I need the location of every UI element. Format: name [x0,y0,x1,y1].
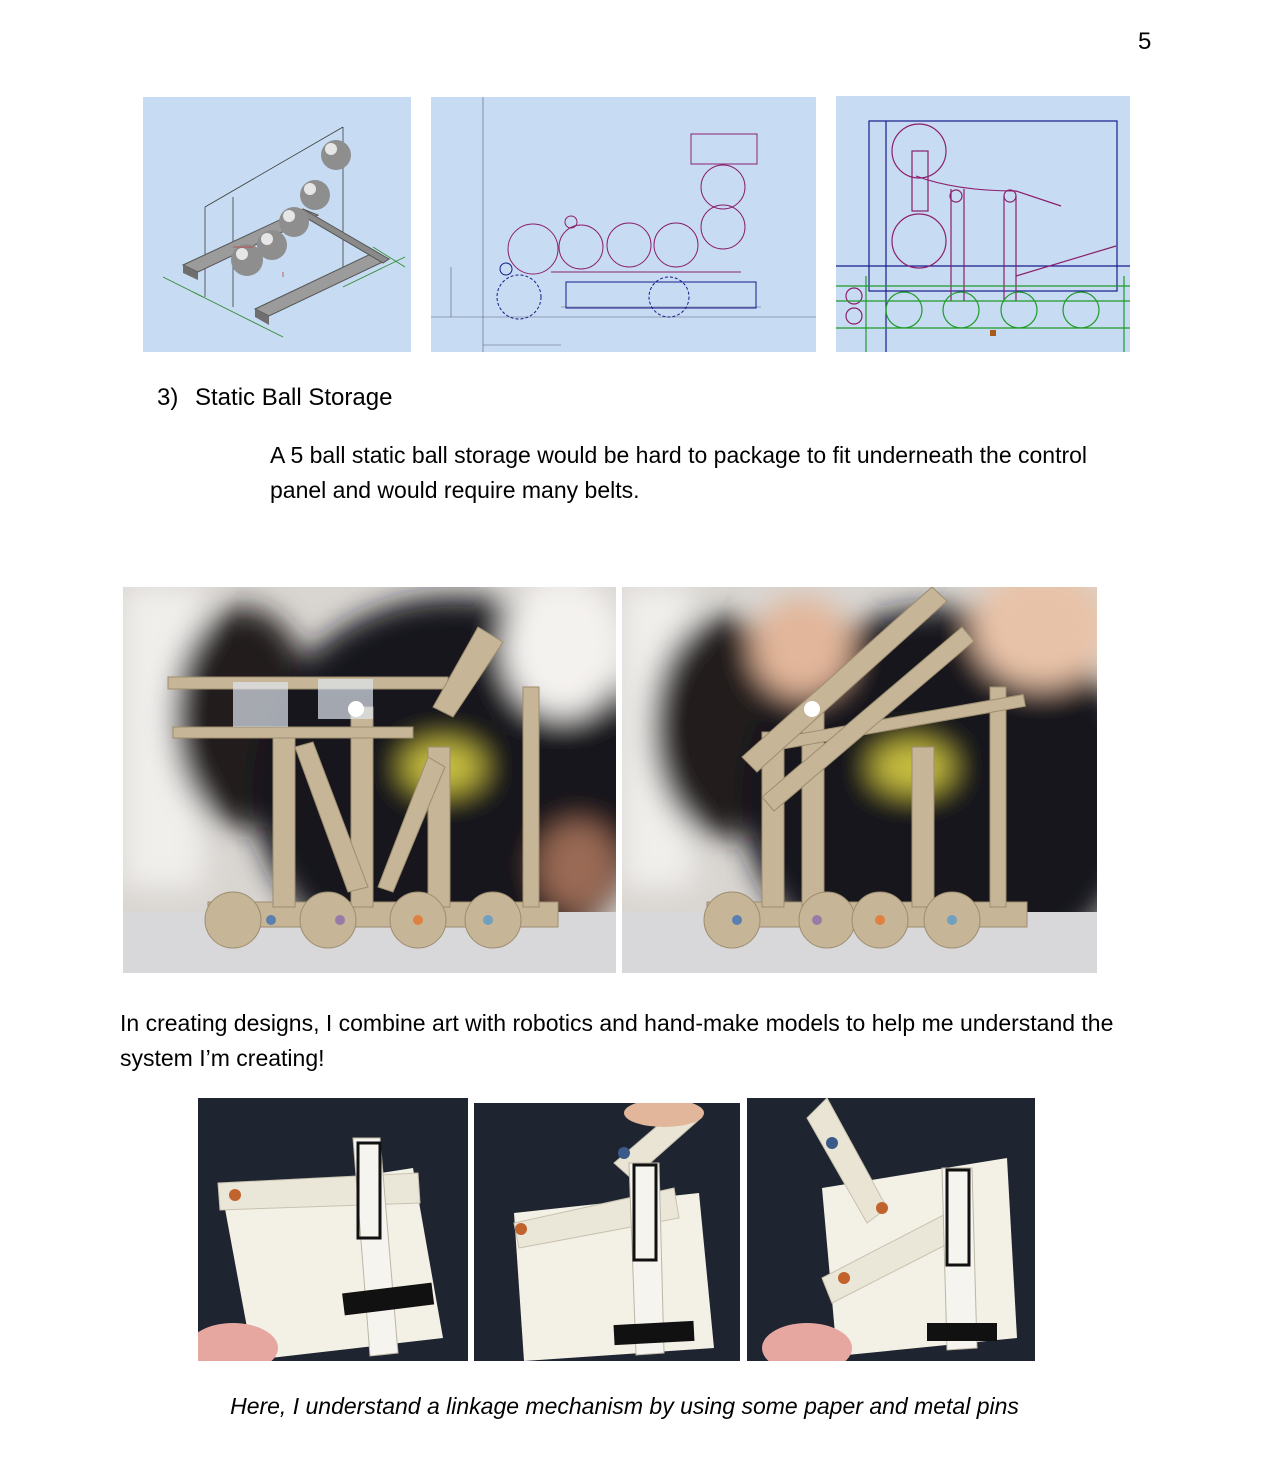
section-number: 3) [157,384,179,411]
section-title: Static Ball Storage [195,384,393,411]
section-heading [157,384,392,412]
cad-isometric-ball-storage-image [143,97,411,352]
section-body-text: A 5 ball static ball storage would be hard to package to fit underneath the control panel and would require many belts. [270,442,1088,503]
paper-linkage-photo-3 [747,1098,1035,1361]
cardboard-model-photo-resting [123,587,616,973]
cad-linkage-schematic-image [836,96,1130,352]
cardboard-model-photo-raised [622,587,1097,973]
linkage-caption-text: Here, I understand a linkage mechanism by using some paper and metal pins [230,1393,1019,1419]
models-paragraph: In creating designs, I combine art with robotics and hand-make models to help me understand the system I’m creating! [120,1010,1114,1071]
linkage-caption [0,1393,1275,1420]
paper-linkage-photo-2 [474,1103,740,1361]
page-number: 5 [1138,28,1152,55]
cad-side-profile-drawing-image [431,97,816,352]
paper-linkage-photo-1 [198,1098,468,1361]
